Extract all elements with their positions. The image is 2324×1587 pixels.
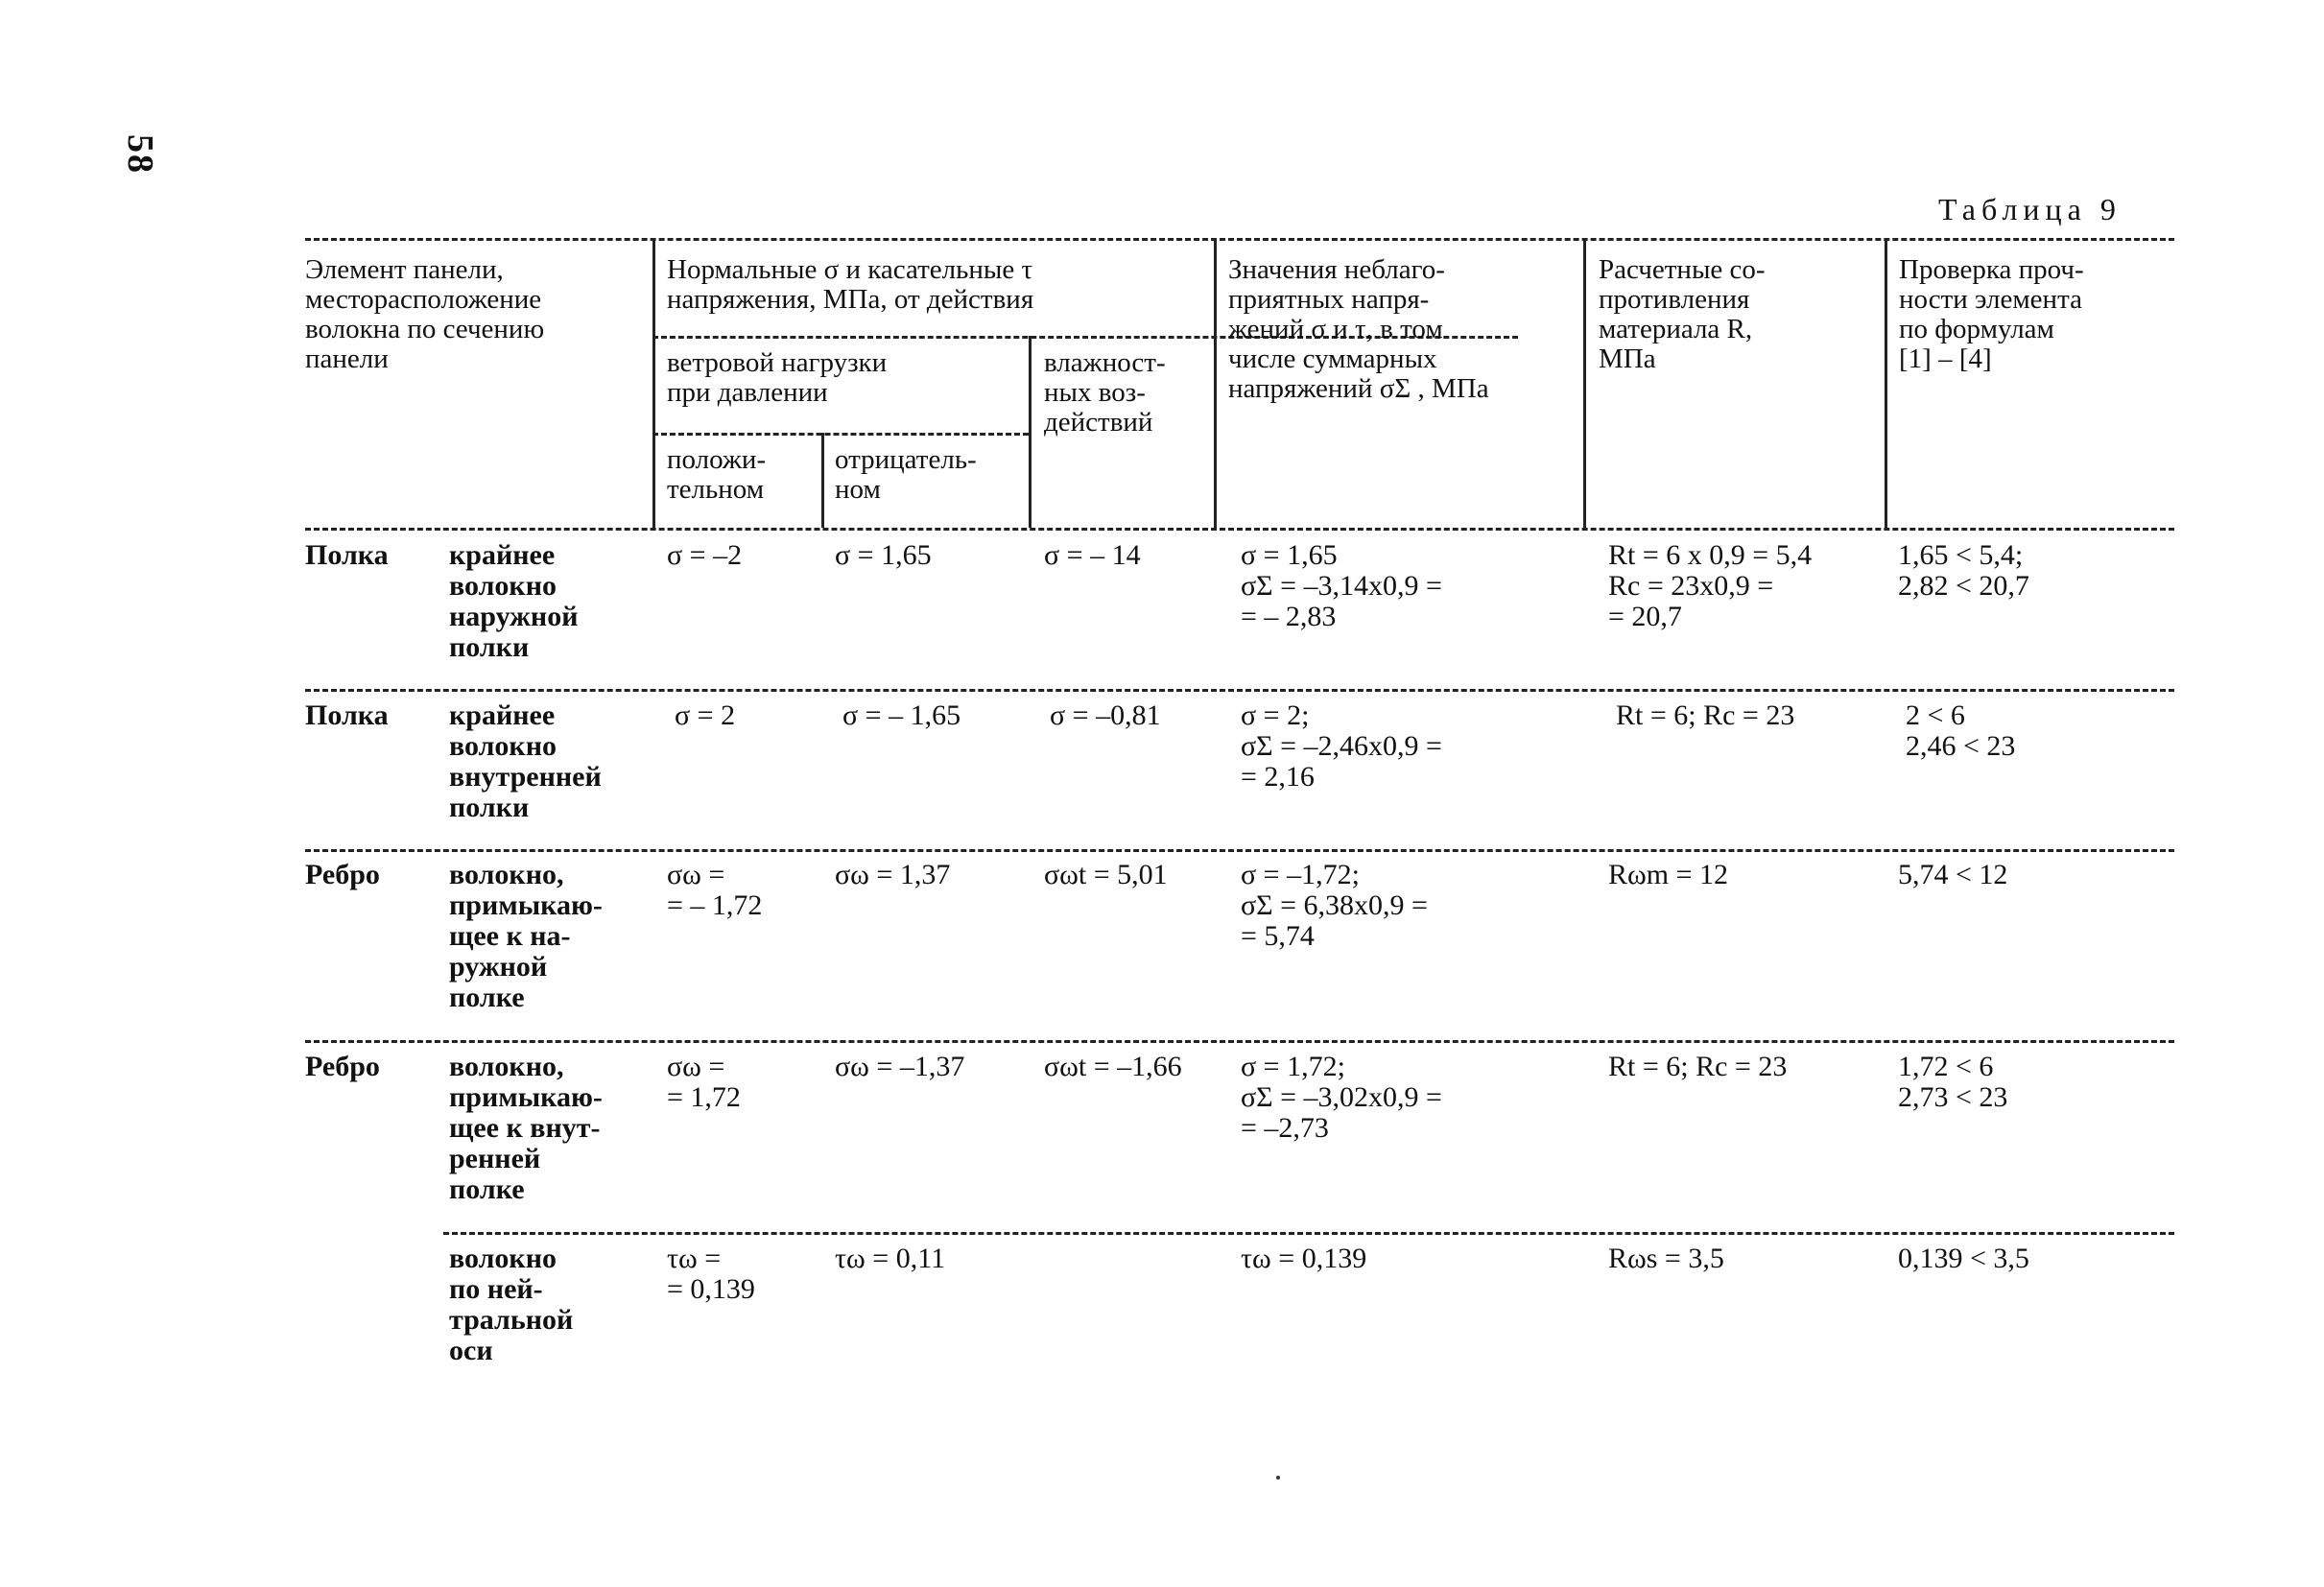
row3-values: σ = –1,72; σΣ = 6,38x0,9 = = 5,74 [1241, 859, 1428, 952]
vrule-4 [1214, 238, 1217, 528]
row2-values: σ = 2; σΣ = –2,46x0,9 = = 2,16 [1241, 699, 1442, 793]
row3-element: Ребро [305, 859, 380, 890]
row4-check: 1,72 < 6 2,73 < 23 [1898, 1051, 2008, 1113]
row5-location: волокно по ней- тральной оси [449, 1243, 574, 1366]
row2-moisture: σ = –0,81 [1050, 699, 1161, 731]
rule-row4 [443, 1232, 2174, 1235]
vrule-6 [1885, 238, 1887, 528]
row1-values: σ = 1,65 σΣ = –3,14x0,9 = = – 2,83 [1241, 539, 1442, 632]
row2-location: крайнее волокно внутренней полки [449, 699, 602, 823]
header-moisture: влажност- ных воз- действий [1044, 347, 1166, 438]
row1-check: 1,65 < 5,4; 2,82 < 20,7 [1898, 539, 2029, 602]
header-check: Проверка проч- ности элемента по формулам [1] – [4] [1899, 254, 2084, 374]
header-positive: положи- тельном [667, 444, 767, 505]
row5-values: τω = 0,139 [1241, 1243, 1367, 1274]
vrule-5 [1583, 238, 1586, 528]
row3-location: волокно, примыкаю- щее к на- ружной полке [449, 859, 603, 1013]
row4-positive: σω = = 1,72 [667, 1051, 741, 1113]
row5-positive: τω = = 0,139 [667, 1243, 755, 1305]
vrule-2 [821, 433, 824, 528]
row1-element: Полка [305, 539, 389, 571]
row3-moisture: σωt = 5,01 [1044, 859, 1168, 890]
row1-resistance: Rt = 6 x 0,9 = 5,4 Rc = 23x0,9 = = 20,7 [1608, 539, 1813, 632]
row4-location: волокно, примыкаю- щее к внут- ренней полке [449, 1051, 603, 1205]
header-values: Значения неблаго- приятных напря- жений σ и τ, в том числе суммарных напряжений σΣ , МПа [1228, 254, 1489, 404]
page-number: 58 [120, 134, 160, 175]
row3-resistance: Rωm = 12 [1608, 859, 1729, 890]
row2-element: Полка [305, 699, 389, 731]
rule-row3 [305, 1040, 2174, 1043]
rule-top [305, 238, 2174, 241]
row2-positive: σ = 2 [675, 699, 736, 731]
rule-row2 [305, 849, 2174, 852]
row3-check: 5,74 < 12 [1898, 859, 2008, 890]
row3-positive: σω = = – 1,72 [667, 859, 763, 921]
rule-sub2 [652, 433, 1029, 436]
header-resistance: Расчетные со- противления материала R, МПа [1599, 254, 1766, 374]
row1-negative: σ = 1,65 [835, 539, 932, 571]
header-wind: ветровой нагрузки при давлении [667, 347, 888, 408]
header-negative: отрицатель- ном [835, 444, 977, 505]
row5-negative: τω = 0,11 [835, 1243, 946, 1274]
row4-resistance: Rt = 6; Rc = 23 [1608, 1051, 1788, 1082]
row4-moisture: σωt = –1,66 [1044, 1051, 1182, 1082]
row2-negative: σ = – 1,65 [842, 699, 961, 731]
row1-moisture: σ = – 14 [1044, 539, 1141, 571]
row5-check: 0,139 < 3,5 [1898, 1243, 2029, 1274]
header-element: Элемент панели, месторасположение волокна по сечению панели [305, 254, 545, 374]
vrule-1 [652, 238, 655, 528]
stray-dot [1276, 1476, 1280, 1480]
vrule-3 [1029, 336, 1032, 528]
row4-element: Ребро [305, 1051, 380, 1082]
rule-row1 [305, 689, 2174, 692]
row4-values: σ = 1,72; σΣ = –3,02x0,9 = = –2,73 [1241, 1051, 1442, 1144]
row1-location: крайнее волокно наружной полки [449, 539, 579, 663]
table-caption: Таблица 9 [1938, 192, 2122, 226]
row5-resistance: Rωs = 3,5 [1608, 1243, 1724, 1274]
header-stresses: Нормальные σ и касательные τ напряжения, МПа, от действия [667, 254, 1034, 315]
row2-check: 2 < 6 2,46 < 23 [1906, 699, 2016, 762]
rule-header-bottom [305, 528, 2174, 531]
row2-resistance: Rt = 6; Rc = 23 [1616, 699, 1795, 731]
row3-negative: σω = 1,37 [835, 859, 951, 890]
row1-positive: σ = –2 [667, 539, 743, 571]
row4-negative: σω = –1,37 [835, 1051, 965, 1082]
